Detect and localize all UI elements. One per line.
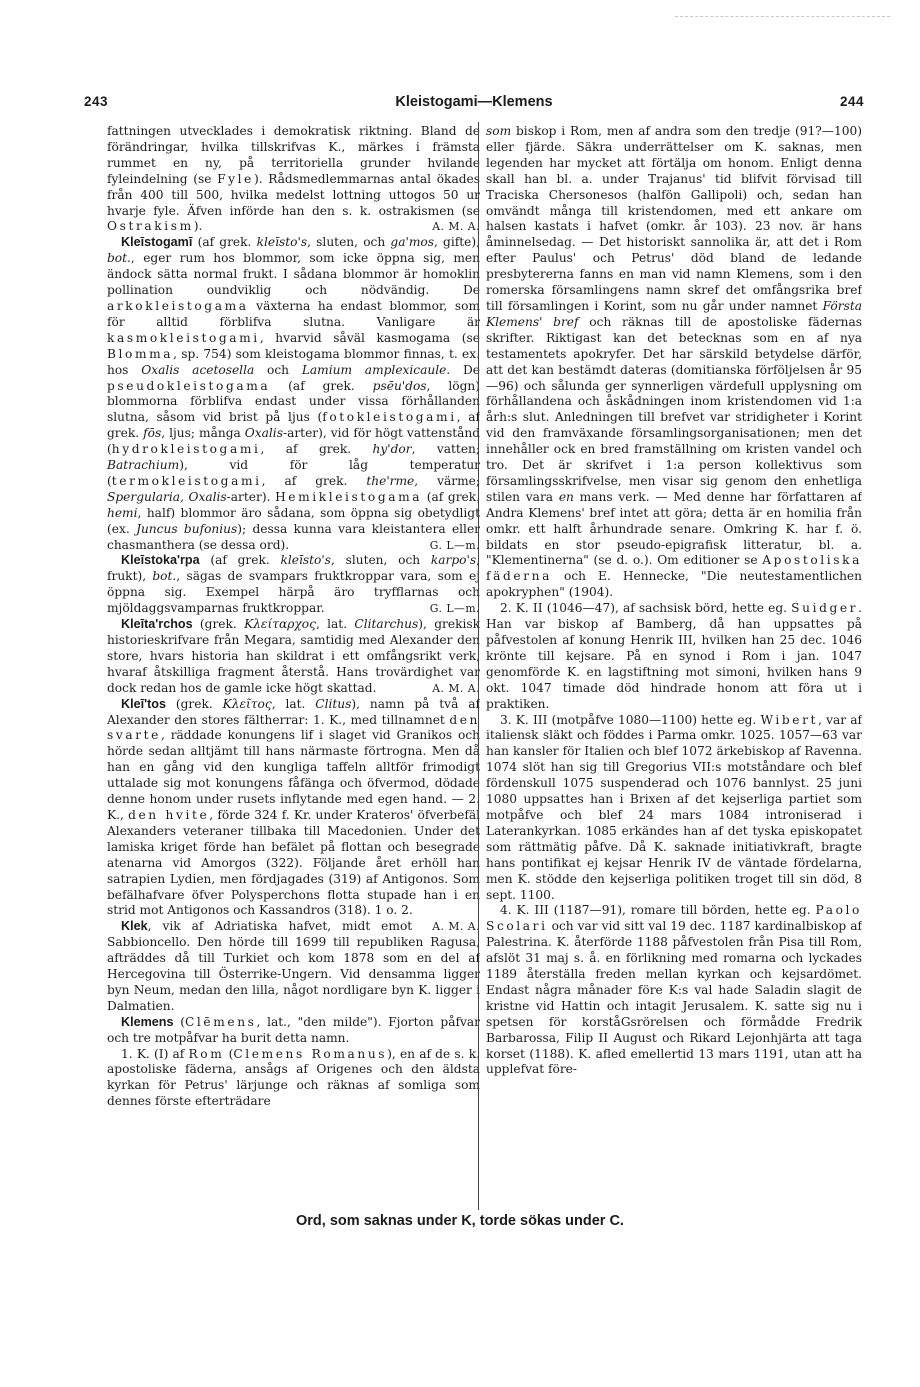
body-text: -arter). bbox=[226, 489, 276, 504]
body-text: -arter), vid för högt vattenstånd ( bbox=[107, 426, 480, 457]
body-text: och bbox=[254, 362, 302, 377]
entry-headword: Kleīta'rchos bbox=[121, 617, 193, 632]
footer-note: Ord, som saknas under K, torde sökas under C. bbox=[296, 1213, 624, 1229]
body-text: , vik af Adriatiska hafvet, midt emot Sabbioncello. Den hörde till 1699 till republiken Ragusa, afträddes då till Turkiet och kom 1878 som en del af Hercegovina till Österrike-Ungern. Vid densamma ligger byn Neum, medan den lilla, något nordligare byn K. ligger i Dalmatien. bbox=[107, 919, 480, 1013]
spaced-emphasis: Apostoliska fäderna bbox=[486, 553, 862, 584]
spaced-emphasis: termokleistogami bbox=[111, 473, 262, 488]
body-text: (grek. bbox=[192, 617, 245, 632]
body-text: , sp. 754) som kleistogama blommor finnas, t. ex. hos bbox=[107, 346, 480, 377]
spaced-emphasis: Hemikleistogama bbox=[275, 489, 423, 504]
right_column-paragraph bbox=[486, 601, 862, 712]
italic-text: bot. bbox=[152, 569, 177, 584]
body-text: ), namn på två af Alexander den stores fältherrar: 1. K., med tillnamnet bbox=[107, 696, 480, 727]
body-text: , lat. bbox=[271, 696, 316, 711]
entry-headword: Klemens bbox=[121, 1014, 174, 1029]
italic-text: hy'dor bbox=[372, 442, 412, 457]
body-text: ), grekisk historieskrifvare från Megara, samtidig med Alexander den store, hvars historia han skildrat i ett omfångsrikt verk, hvaraf åtskilliga fragment återstå. Hans trovärdighet var dock redan hos de gamle icke högt skattad. bbox=[107, 617, 480, 695]
left_column-paragraph bbox=[107, 553, 480, 617]
entry-headword: Kleīstoka'rpa bbox=[121, 553, 200, 568]
spaced-emphasis: Clemens Romanus bbox=[233, 1046, 388, 1061]
right_column-paragraph bbox=[486, 124, 862, 601]
body-text: , eger rum hos blommor, som icke öppna sig, men ändock sätta normal frukt. I sådana blommor är homoklin pollination oundviklig och nödvändig. De bbox=[107, 251, 480, 298]
body-text: . Han var biskop af Bamberg, då han uppsattes på påfvestolen af konung Henrik III, hvilken han 25 dec. 1046 krönte till kejsare. På en synod i Rom i jan. 1047 genomförde K. en lagstiftning mot simoni, hvilken hans 9 okt. 1047 timade död hindrade honom att föra ut i praktiken. bbox=[486, 601, 862, 711]
body-text: 1. K. (I) af bbox=[121, 1046, 189, 1061]
page-header bbox=[84, 94, 864, 112]
page-edge-rule bbox=[675, 16, 890, 17]
spaced-emphasis: Paolo Scolari bbox=[486, 903, 862, 934]
body-text: ( bbox=[173, 1014, 185, 1029]
body-text: växterna ha endast blommor, som för alltid förblifva slutna. Vanligare är bbox=[107, 298, 480, 329]
spaced-emphasis: Blomma bbox=[107, 346, 174, 361]
body-text: , af grek. bbox=[260, 442, 373, 457]
body-text: 4. K. III (1187—91), romare till börden, hette eg. bbox=[500, 903, 816, 918]
spaced-emphasis: pseudokleistogama bbox=[107, 378, 271, 393]
italic-text: Clitus bbox=[315, 696, 352, 711]
italic-text: fōs bbox=[143, 426, 162, 441]
body-text: , värme; bbox=[414, 473, 480, 488]
spaced-emphasis: Suidger bbox=[791, 601, 859, 616]
spaced-emphasis: hydrokleistogami bbox=[111, 442, 261, 457]
spaced-emphasis: arkokleistogama bbox=[107, 298, 249, 313]
body-text: ), en af de s. k. apostoliske fäderna, ansågs af Origenes och den äldsta kyrkan för Petrus' lärjunge och räknas af somliga som dennes förste efterträdare bbox=[107, 1046, 480, 1109]
italic-text: psēu'dos bbox=[372, 378, 427, 393]
spaced-emphasis: Wibert bbox=[760, 712, 819, 727]
italic-text: karpo's bbox=[430, 553, 477, 568]
spaced-emphasis: den hvite bbox=[128, 807, 210, 822]
body-text: (af grek. bbox=[192, 235, 257, 250]
left_column-paragraph bbox=[107, 235, 480, 553]
italic-text: som bbox=[486, 124, 512, 138]
spaced-emphasis: Fyle bbox=[217, 171, 254, 186]
body-text: mans verk. — Med denne har författaren af Andra Klemens' bref intet att göra; detta är en homilia från omkr. ett halft århundrade senare. Omkring K. har f. ö. bildats en stor pseudo-epigrafisk litteratur, bl. a. "Klementinerna" (se d. o.). Om editioner se bbox=[486, 489, 862, 568]
italic-text: kleīsto's bbox=[256, 235, 308, 250]
body-text: ( bbox=[224, 1046, 234, 1061]
body-text: biskop i Rom, men af andra som den tredje (91?—100) eller fjärde. Säkra underrättelser om K. saknas, men legenden har mycket att förtälja om honom. Enligt denna skall han bl. a. under Trajanus' tid blifvit förvisad till Traciska Chersonesos (halfön Gallipoli) och, sedan han omvändt många till kristendomen, med ett ankare om halsen kastats i hafvet (omkr. år 103). 23 nov. är hans åminnelsedag. — Det historiskt sannolika är, att det i Rom efter Paulus' och Petrus' död bland de ledande presbytererna fanns en man vid namn Klemens, som i den romerska församlingens namn skref det omfångsrika bref till församlingen i Korint, som nu går under namnet bbox=[486, 124, 862, 313]
spaced-emphasis: den svarte bbox=[107, 712, 480, 743]
body-text: ); dessa kunna vara kleistantera eller chasmanthera (se dessa ord). bbox=[107, 521, 480, 552]
left-column bbox=[107, 124, 480, 1206]
italic-text: the'rme bbox=[366, 473, 415, 488]
spaced-emphasis: kasmokleistogami bbox=[107, 330, 260, 345]
body-text: , lat. bbox=[315, 617, 355, 632]
body-text: (af grek. bbox=[199, 553, 281, 568]
body-text: , lat., "den milde"). Fjorton påfvar och tre motpåfvar ha burit detta namn. bbox=[107, 1014, 480, 1045]
italic-text: Batrachium bbox=[107, 458, 180, 473]
author-signature: G. L—m. bbox=[429, 538, 480, 552]
body-text: (af grek. bbox=[422, 489, 480, 504]
italic-text: Κλεῖτος bbox=[222, 696, 272, 711]
body-text: och var vid sitt val 19 dec. 1187 kardinalbiskop af Palestrina. K. återförde 1188 påfvestolen från Pisa till Rom, afslöt 31 maj s. å. en förlikning med romarna och lyckades 1189 återställa freden mellan kyrkan och kejsardömet. Endast några månader före K:s val hade Saladin slagit de kristne vid Hattin och intagit Jerusalem. K. satte sig nu i spetsen för korståGsrörelsen och förmådde Fredrik Barbarossa, Filip II August och Rikard Lejonhjärta att taga korset (1188). K. afled emellertid 13 mars 1191, utan att ha upplefvat före- bbox=[486, 919, 862, 1077]
italic-text: Lamium amplexicaule bbox=[301, 362, 447, 377]
italic-text: bot. bbox=[107, 251, 131, 266]
right-column bbox=[486, 124, 862, 1206]
running-head: Kleistogami—Klemens bbox=[395, 94, 553, 110]
right_column-paragraph bbox=[486, 713, 862, 904]
spaced-emphasis: Ostrakism bbox=[107, 219, 194, 234]
body-text: . De bbox=[446, 362, 480, 377]
entry-headword: Klek bbox=[121, 919, 148, 934]
body-text: , hvarvid såväl kasmogama (se bbox=[259, 330, 480, 345]
body-text: , half) blommor äro sådana, som öppna sig obetydligt (ex. bbox=[107, 505, 480, 536]
body-text: , af grek. bbox=[107, 410, 480, 441]
body-text: , gifte), bbox=[433, 235, 480, 250]
italic-text: Clitarchus bbox=[354, 617, 419, 632]
body-text: , sluten, och bbox=[307, 235, 391, 250]
body-text: , vatten; bbox=[411, 442, 480, 457]
right_column-paragraph bbox=[486, 903, 862, 1078]
left_column-paragraph bbox=[107, 617, 480, 697]
left_column-paragraph bbox=[107, 1015, 480, 1047]
body-text: , frukt), bbox=[107, 553, 480, 584]
italic-text: en bbox=[558, 489, 574, 504]
italic-text: ga'mos bbox=[390, 235, 434, 250]
body-text: ), vid för låg temperatur ( bbox=[107, 458, 480, 488]
body-text: 2. K. II (1046—47), af sachsisk börd, hette eg. bbox=[500, 601, 792, 616]
italic-text: Första Klemens' bref bbox=[486, 298, 862, 329]
italic-text: Juncus bufonius bbox=[136, 521, 238, 536]
body-text: ). bbox=[193, 219, 203, 234]
body-text: , lögn) blommorna förblifva endast under vissa förhållanden slutna, såsom vid brist på ljus ( bbox=[107, 378, 480, 425]
body-text: och räknas till de apostoliske fädernas skrifter. Riktigast kan det betecknas som en af nya testamentets apokryfer. Det har särskild betydelse därför, att det kan bestämdt dateras (domitianska förföljelsen år 95—96) och sålunda ger synnerligen värdefull upplysning om förhållandena och åskådningen inom kristendomen vid 1:a årh:s slut. Anledningen till brefvet var stridigheter i Korint vid den framväxande församlingsorganisationen; men det innehåller ock en bred framställning om kristen vandel och tro. Det är skrifvet i 1:a person kollektivus som församlingsskrifvelse, men visar sig genom den enhetliga stilen vara bbox=[486, 314, 862, 504]
right-page-number: 244 bbox=[839, 94, 864, 109]
body-text: , sluten, och bbox=[330, 553, 431, 568]
column-divider bbox=[478, 122, 479, 1210]
italic-text: kleīsto's bbox=[280, 553, 331, 568]
body-text: , sägas de svampars fruktkroppar vara, som ej öppna sig. Exempel härpå äro tryfflarnas och mjöldaggsvamparnas fruktkroppar. bbox=[107, 569, 480, 616]
body-text: fattningen utvecklades i demokratisk riktning. Bland de förändringar, hvilka tillskrifvas K., märkes i främsta rummet en ny, på territoriella grunder hvilande fyleindelning (se bbox=[107, 124, 480, 186]
body-text: ). Rådsmedlemmarnas antal ökades från 400 till 500, hvilka medelst lottning uttogos 50 ur hvarje fyle. Äfven införde han den s. k. ostrakismen (se bbox=[107, 171, 480, 218]
spaced-emphasis: Rom bbox=[188, 1046, 225, 1061]
italic-text: Spergularia, Oxalis bbox=[107, 489, 227, 504]
spaced-emphasis: fotokleistogami bbox=[322, 410, 457, 425]
body-text: (grek. bbox=[165, 696, 223, 711]
body-text: , ljus; många bbox=[161, 426, 245, 441]
italic-text: hemi bbox=[107, 505, 138, 520]
italic-text: Κλείταρχος bbox=[244, 617, 316, 632]
entry-headword: Kleīstogamī bbox=[121, 235, 193, 250]
body-text: , var af italiensk släkt och föddes i Parma omkr. 1025. 1057—63 var han kansler för Italien och blef 1072 ärkebiskop af Ravenna. 1074 slöt han sig till Gregorius VII:s motståndare och blef fördenskull 1075 suspenderad och 1076 bannlyst. 25 juni 1080 uppsattes han i Brixen af det kejserliga partiet som motpåfve och blef 24 mars 1084 introniserad i Laterankyrkan. 1085 erkändes han af det tyska episkopatet som rättmätig påfve. Då K. saknade initiativkraft, bragte hans pontifikat ej kejsar Henrik IV de väntade fördelarna, men K. stödde den kejserliga politiken troget till sin död, 8 sept. 1100. bbox=[486, 712, 862, 902]
body-text: (af grek. bbox=[270, 378, 373, 393]
entry-headword: Kleī'tos bbox=[121, 696, 166, 711]
spaced-emphasis: Clēmens bbox=[185, 1014, 257, 1029]
italic-text: Oxalis acetosella bbox=[141, 362, 255, 377]
author-signature: G. L—m. bbox=[429, 602, 480, 616]
left-page-number: 243 bbox=[84, 94, 109, 109]
body-text: , förde 324 f. Kr. under Krateros' öfverbefäl Alexanders veteraner tillbaka till Macedonien. Under det lamiska kriget förde han befälet på flottan och besegrade atenarna vid Amorgos (322). Följande året erhöll han satrapien Lydien, men fördjagades (319) af Antigonos. Som befälhafvare öfver Polysperchons flotta stupade han i en strid mot Antigonos och Kassandros (318). 1 o. 2. bbox=[107, 807, 480, 918]
body-text: , räddade konungens lif i slaget vid Granikos och hörde sedan alltjämt till hans närmaste förtrogna. Men då han en gång vid den kungliga taffeln alltför frimodigt uttalade sig mot konungens fåfänga och öfvermod, dödade denne honom under rusets inflytande med egen hand. — 2. K., bbox=[107, 728, 480, 822]
body-text: , af grek. bbox=[261, 473, 367, 488]
body-text: 3. K. III (motpåfve 1080—1100) hette eg. bbox=[500, 712, 761, 727]
left_column-paragraph bbox=[107, 124, 480, 235]
body-text: och E. Hennecke, "Die neutestamentlichen apokryphen" (1904). bbox=[486, 569, 862, 600]
left_column-paragraph bbox=[107, 1047, 480, 1111]
italic-text: Oxalis bbox=[244, 426, 283, 441]
author-signature: A. M. A. bbox=[432, 681, 480, 695]
author-signature: A. M. A. bbox=[432, 920, 480, 934]
author-signature: A. M. A. bbox=[432, 220, 480, 234]
